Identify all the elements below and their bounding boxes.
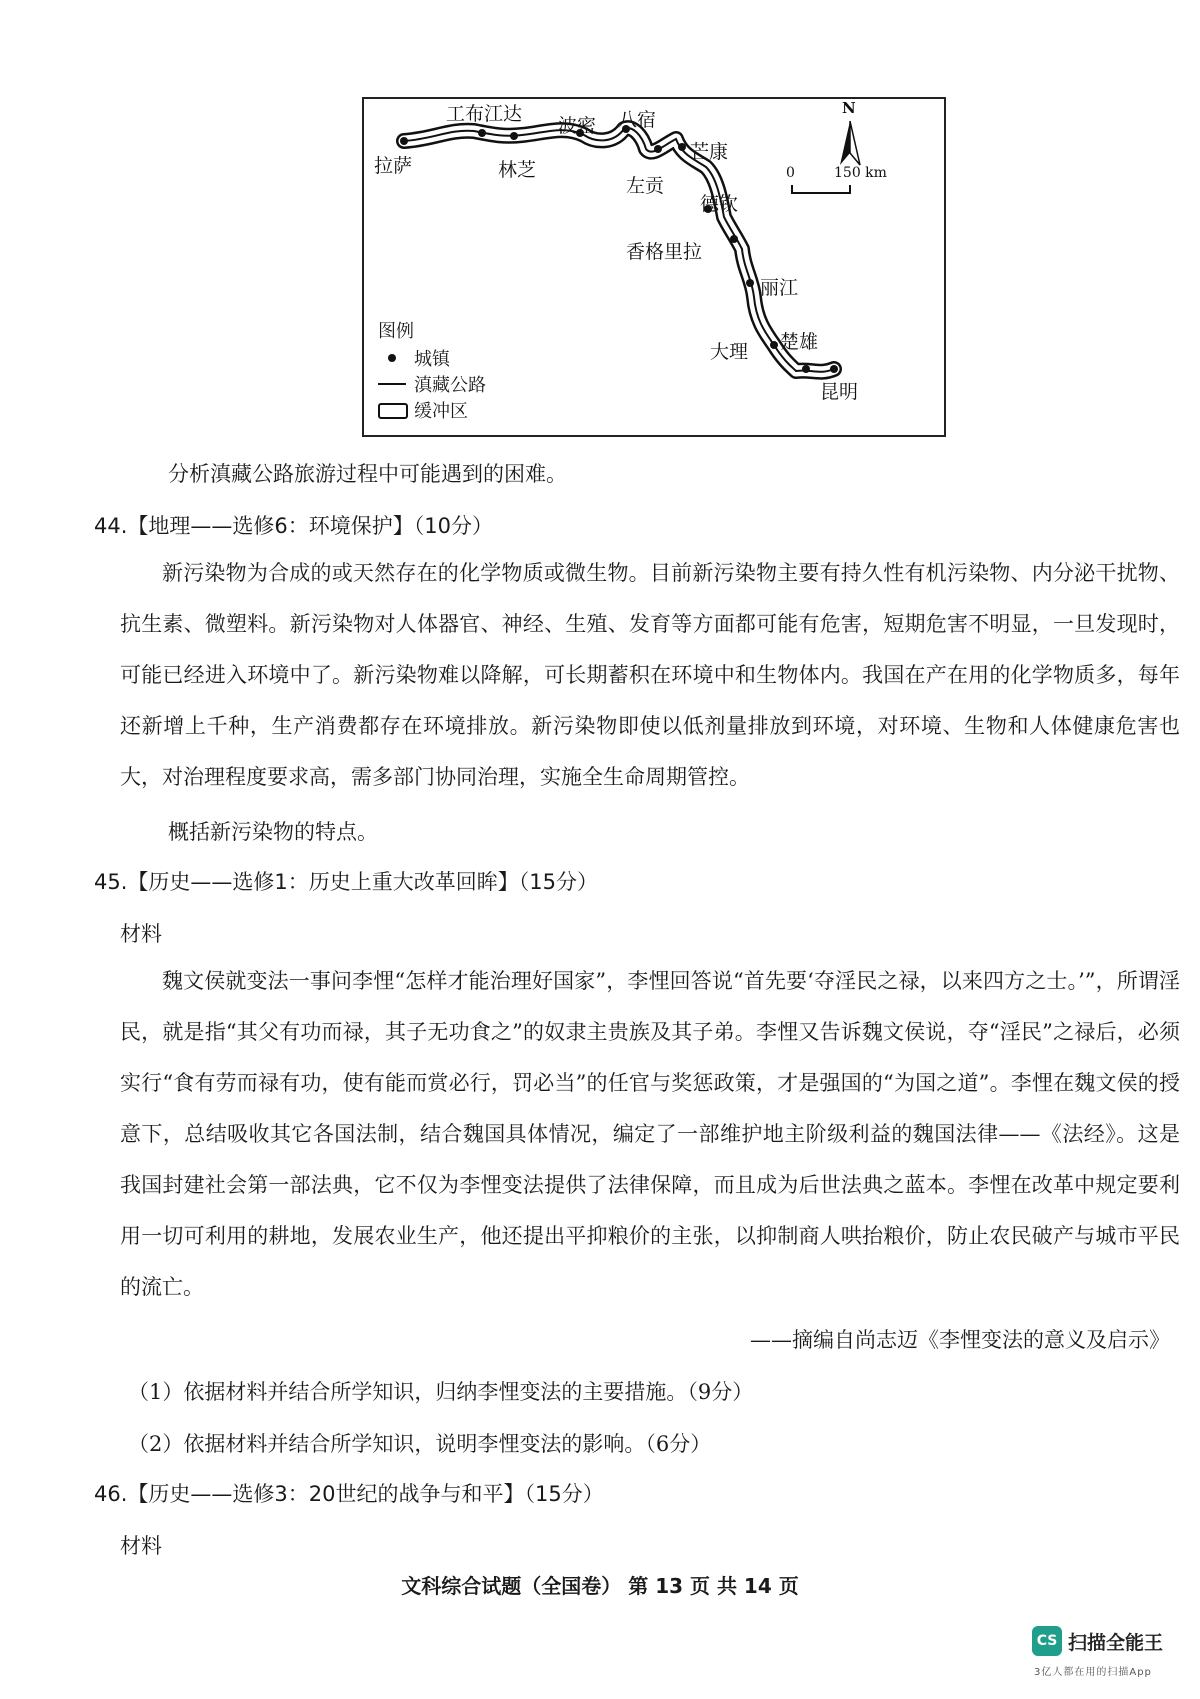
city-label-deqin: 德钦 [700, 193, 739, 215]
scale-zero-label: 0 [786, 165, 795, 181]
q46-heading: 46.【历史——选修3：20世纪的战争与和平】（15分） [94, 1482, 604, 1506]
town-dot-gongbujiangda [478, 129, 486, 137]
city-label-kunming: 昆明 [820, 381, 859, 403]
scale-value-label: 150 km [834, 165, 887, 181]
city-label-dali: 大理 [710, 341, 749, 363]
legend-town-label: 城镇 [414, 349, 450, 370]
scanner-badge [1032, 1626, 1163, 1656]
scale-bar [792, 185, 850, 193]
legend-buffer-label: 缓冲区 [414, 401, 468, 422]
q46-material-label: 材料 [120, 1534, 162, 1558]
town-dot-linzhi [510, 132, 518, 140]
legend-title: 图例 [378, 321, 414, 342]
town-dot-icon [378, 351, 408, 365]
city-label-xianggelila: 香格里拉 [626, 241, 703, 263]
city-label-basu: 八宿 [618, 109, 657, 131]
town-dot-lasa [400, 137, 408, 145]
city-label-lijiang: 丽江 [760, 277, 799, 299]
road-line-icon [378, 377, 408, 391]
q45-sub2: （2）依据材料并结合所学知识，说明李悝变法的影响。（6分） [128, 1432, 712, 1456]
q45-source: ——摘编自尚志迈《李悝变法的意义及启示》 [750, 1328, 1170, 1352]
legend-road-row [378, 371, 486, 397]
town-dot-dali [770, 341, 778, 349]
q44-heading: 44.【地理——选修6：环境保护】（10分） [94, 514, 493, 538]
buffer-zone-icon [378, 403, 408, 417]
city-label-linzhi: 林芝 [498, 159, 537, 181]
north-label: N [842, 99, 856, 117]
q45-sub1: （1）依据材料并结合所学知识，归纳李悝变法的主要措施。（9分） [128, 1380, 754, 1404]
north-arrow-icon [840, 121, 860, 165]
scanner-subtitle: 3亿人都在用的扫描App [1034, 1667, 1152, 1678]
scanner-name: 扫描全能王 [1068, 1631, 1164, 1654]
city-label-bomi: 波密 [558, 115, 597, 137]
city-label-zuogong: 左贡 [626, 175, 665, 197]
town-dot-kunming [830, 365, 838, 373]
q45-heading: 45.【历史——选修1：历史上重大改革回眸】（15分） [94, 870, 598, 894]
page-footer: 文科综合试题（全国卷） 第 13 页 共 14 页 [401, 1574, 799, 1598]
camscanner-logo-icon: CS [1032, 1626, 1062, 1656]
city-label-gongbujiangda: 工布江达 [446, 103, 523, 125]
town-dot-lijiang [746, 279, 754, 287]
town-dot-xianggelila [730, 235, 738, 243]
legend-road-label: 滇藏公路 [414, 375, 486, 396]
q44-prompt: 概括新污染物的特点。 [168, 820, 378, 844]
town-dot-zuogong [654, 145, 662, 153]
town-dot-chuxiong [802, 365, 810, 373]
city-label-mangkang: 芒康 [690, 141, 729, 163]
city-label-lasa: 拉萨 [374, 155, 413, 177]
q43-prompt: 分析滇藏公路旅游过程中可能遇到的困难。 [168, 462, 567, 486]
q44-paragraph: 新污染物为合成的或天然存在的化学物质或微生物。目前新污染物主要有持久性有机污染物、内分泌干扰物、抗生素、微塑料。新污染物对人体器官、神经、生殖、发育等方面都可能有危害，短期危害不明显，一旦发现时，可能已经进入环境中了。新污染物难以降解，可长期蓄积在环境中和生物体内。我国在产在用的化学物质多，每年还新增上千种，生产消费都存在环境排放。新污染物即使以低剂量排放到环境，对环境、生物和人体健康危害也大，对治理程度要求高，需多部门协同治理，实施全生命周期管控。 [120, 561, 1180, 789]
q45-paragraph: 魏文侯就变法一事问李悝“怎样才能治理好国家”，李悝回答说“首先要‘夺淫民之禄，以来四方之士。’”，所谓淫民，就是指“其父有功而禄，其子无功食之”的奴隶主贵族及其子弟。李悝又告诉魏文侯说，夺“淫民”之禄后，必须实行“食有劳而禄有功，使有能而赏必行，罚必当”的任官与奖惩政策，才是强国的“为国之道”。李悝在魏文侯的授意下，总结吸收其它各国法制，结合魏国具体情况，编定了一部维护地主阶级利益的魏国法律——《法经》。这是我国封建社会第一部法典，它不仅为李悝变法提供了法律保障，而且成为后世法典之蓝本。李悝在改革中规定要利用一切可利用的耕地，发展农业生产，他还提出平抑粮价的主张，以抑制商人哄抬粮价，防止农民破产与城市平民的流亡。 [120, 969, 1180, 1299]
legend-buffer-row [378, 397, 468, 423]
city-label-chuxiong: 楚雄 [780, 331, 819, 353]
q45-material-label: 材料 [120, 922, 162, 946]
town-dot-mangkang [678, 143, 686, 151]
legend-town-row [378, 345, 450, 371]
yunnan-tibet-road-map [362, 97, 946, 437]
